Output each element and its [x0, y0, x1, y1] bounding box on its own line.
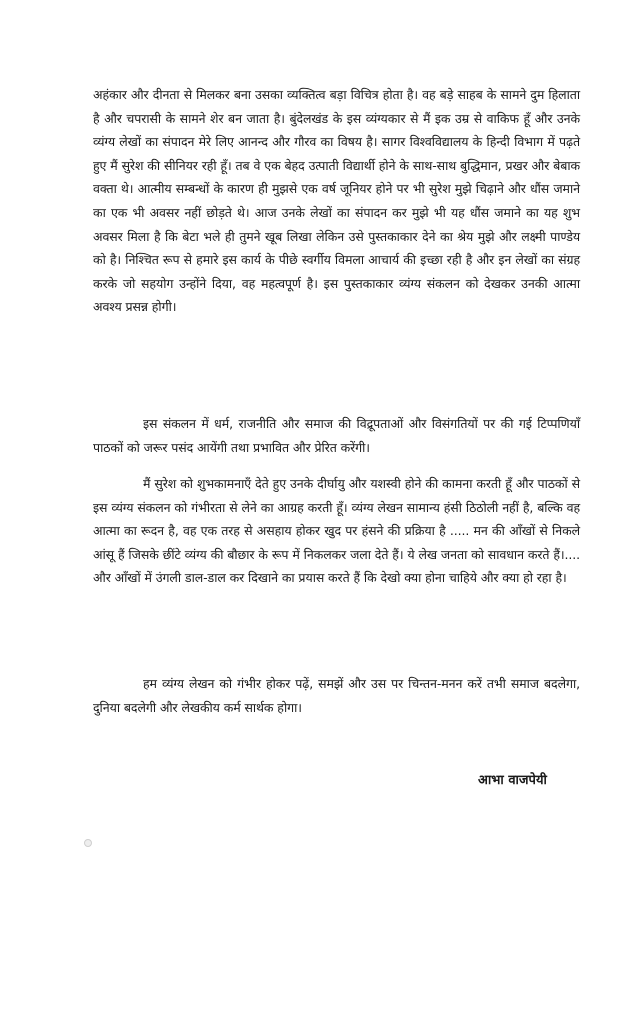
- paragraph-4: हम व्यंग्य लेखन को गंभीर होकर पढ़ें, समझें और उस पर चिन्तन-मनन करें तभी समाज बदलेगा, दुनिया बदलेगी और लेखकीय कर्म सार्थक होगा।: [93, 676, 580, 715]
- paragraph-3: मैं सुरेश को शुभकामनाएँ देते हुए उनके दीर्घायु और यशस्वी होने की कामना करती हूँ और पाठकों से इस व्यंग्य संकलन को गंभीरता से लेने का आग्रह करती हूँ। व्यंग्य लेखन सामान्य हंसी ठिठोली नहीं है, बल्कि वह आत्मा का रूदन है, वह एक तरह से असहाय होकर खुद पर हंसने की प्रक्रिया है ..... मन की आँखों से निकले आंसू हैं जिसके छींटे व्यंग्य की बौछार के रूप में निकलकर जला देते हैं। ये लेख जनता को सावधान करते हैं।.... और आँखों में उंगली डाल-डाल कर दिखाने का प्रयास करते हैं कि देखो क्या होना चाहिये और क्या हो रहा है।: [93, 476, 580, 586]
- author-signature: आभा वाजपेयी: [478, 773, 547, 788]
- paragraph-2: इस संकलन में धर्म, राजनीति और समाज की विद्रूपताओं और विसंगतियों पर की गई टिप्पणियाँ पाठकों को जरूर पसंद आयेंगी तथा प्रभावित और प्रेरित करेंगी।: [93, 416, 580, 455]
- paragraph-1: अहंकार और दीनता से मिलकर बना उसका व्यक्तित्व बड़ा विचित्र होता है। वह बड़े साहब के सामने दुम हिलाता है और चपरासी के सामने शेर बन जाता है। बुंदेलखंड के इस व्यंग्यकार से मैं इक उम्र से वाकिफ हूँ और उनके व्यंग्य लेखों का संपादन मेरे लिए आनन्द और गौरव का विषय है। सागर विश्वविद्यालय के हिन्दी विभाग में पढ़ते हुए मैं सुरेश की सीनियर रही हूँ। तब वे एक बेहद उत्पाती विद्यार्थी होने के साथ-साथ बुद्धिमान, प्रखर और बेबाक वक्ता थे। आत्मीय सम्बन्धों के कारण ही मुझसे एक वर्ष जूनियर होने पर भी सुरेश मुझे चिढ़ाने और धौंस जमाने का एक भी अवसर नहीं छोड़ते थे। आज उनके लेखों का संपादन कर मुझे भी यह धौंस जमाने का यह शुभ अवसर मिला है कि बेटा भले ही तुमने खूब लिखा लेकिन उसे पुस्तकाकार देने का श्रेय मुझे और लक्ष्मी पाण्डेय को है। निश्चित रूप से हमारे इस कार्य के पीछे स्वर्गीय विमला आचार्य की इच्छा रही है और इन लेखों का संग्रह करके जो सहयोग उन्होंने दिया, वह महत्वपूर्ण है। इस पुस्तकाकार व्यंग्य संकलन को देखकर उनकी आत्मा अवश्य प्रसन्न होगी।: [93, 87, 580, 315]
- scan-speck: [84, 839, 92, 847]
